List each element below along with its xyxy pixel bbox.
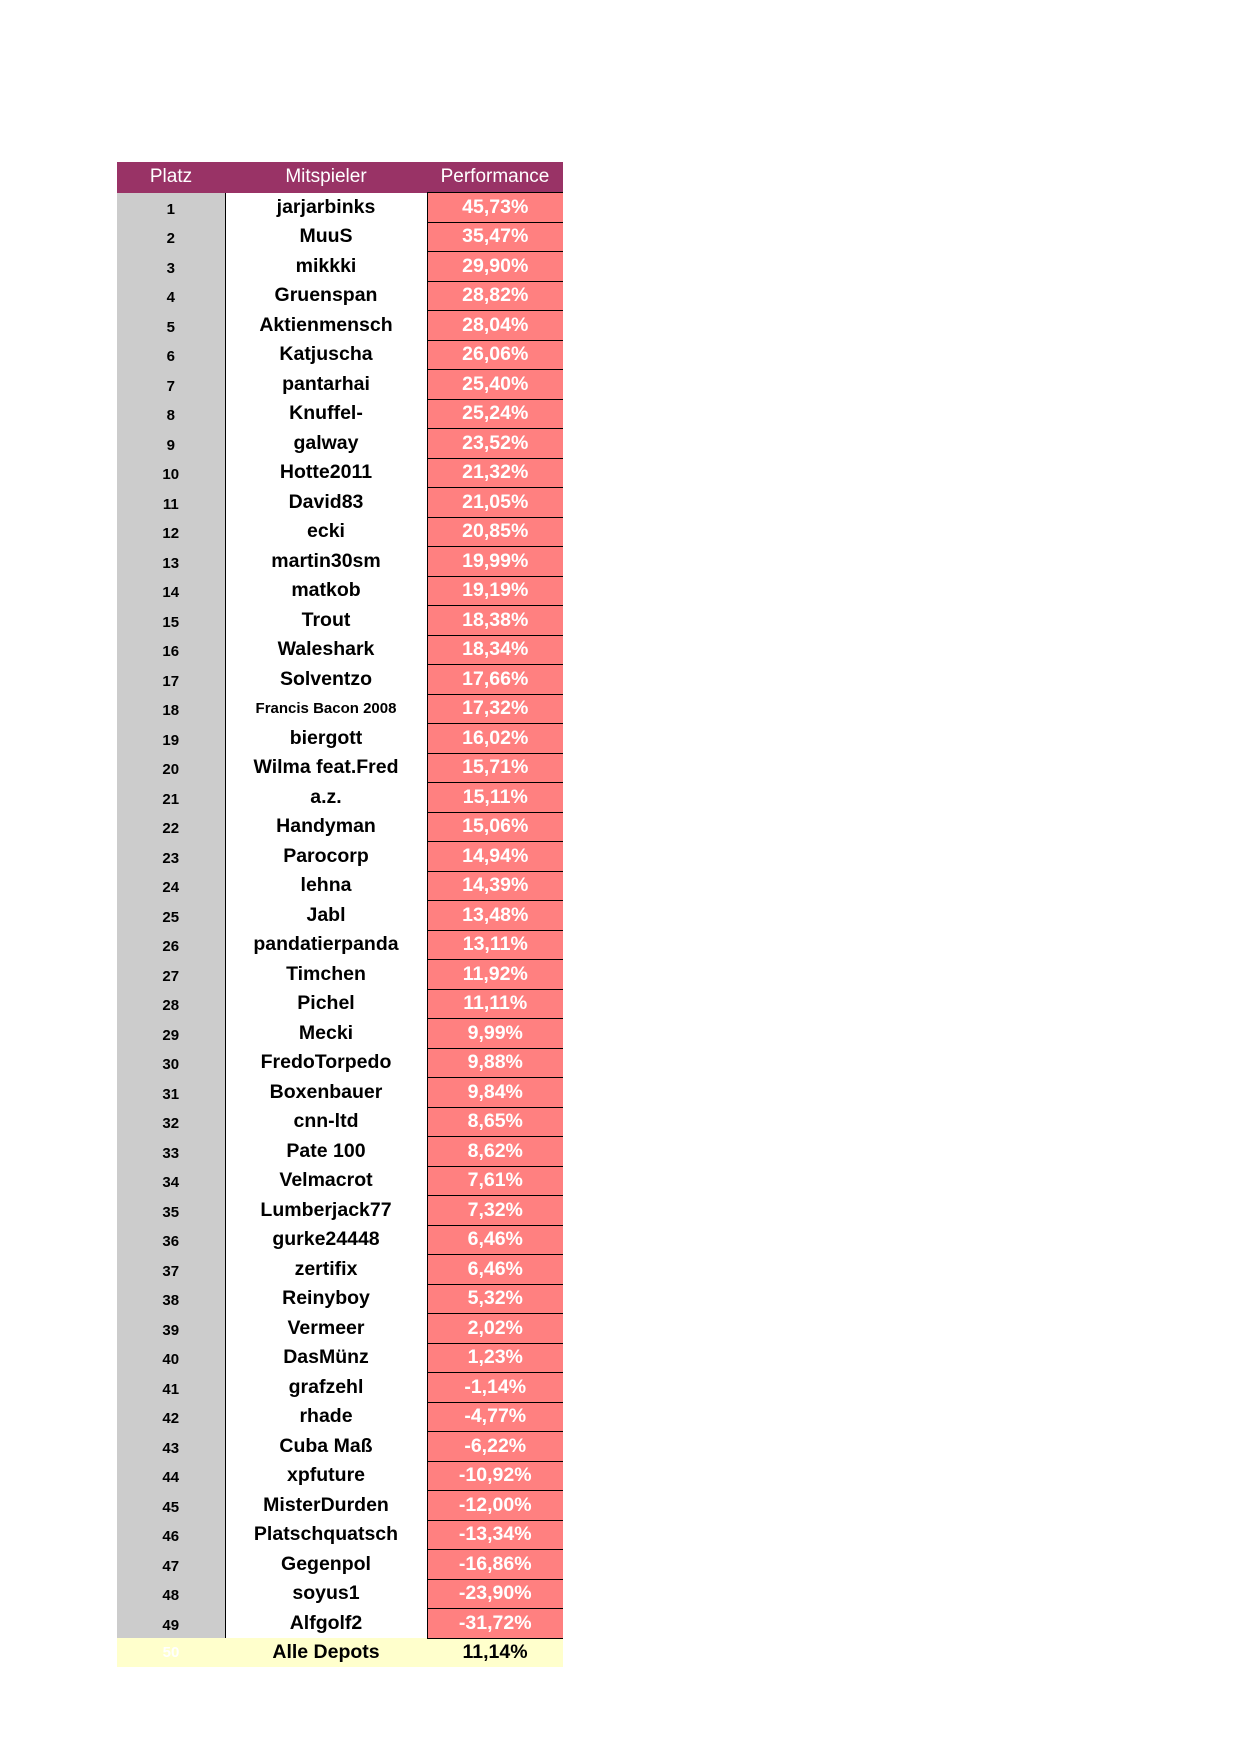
- table-row: [117, 1137, 563, 1167]
- table-row: [117, 960, 563, 990]
- player-cell: zertifix: [225, 1255, 427, 1285]
- rank-cell: 41: [117, 1373, 225, 1403]
- player-cell: jarjarbinks: [225, 193, 427, 223]
- rank-cell: 15: [117, 606, 225, 636]
- player-cell: Handyman: [225, 812, 427, 842]
- rank-cell: 13: [117, 547, 225, 577]
- performance-cell: 17,66%: [427, 665, 563, 695]
- performance-cell: 7,32%: [427, 1196, 563, 1226]
- rank-cell: 29: [117, 1019, 225, 1049]
- performance-cell: 2,02%: [427, 1314, 563, 1344]
- player-cell: rhade: [225, 1402, 427, 1432]
- rank-cell: 18: [117, 694, 225, 724]
- table-row: [117, 783, 563, 813]
- player-cell: Boxenbauer: [225, 1078, 427, 1108]
- rank-cell: 32: [117, 1107, 225, 1137]
- performance-cell: 8,65%: [427, 1107, 563, 1137]
- table-row: [117, 222, 563, 252]
- rank-cell: 33: [117, 1137, 225, 1167]
- table-row: [117, 1402, 563, 1432]
- rank-cell: 22: [117, 812, 225, 842]
- player-cell: Timchen: [225, 960, 427, 990]
- table-row: [117, 193, 563, 223]
- performance-cell: 23,52%: [427, 429, 563, 459]
- table-row: [117, 1107, 563, 1137]
- performance-cell: -16,86%: [427, 1550, 563, 1580]
- performance-cell: -12,00%: [427, 1491, 563, 1521]
- table-row: [117, 429, 563, 459]
- rank-cell: 27: [117, 960, 225, 990]
- table-row: [117, 989, 563, 1019]
- performance-cell: 6,46%: [427, 1225, 563, 1255]
- table-row: [117, 1461, 563, 1491]
- performance-cell: 11,11%: [427, 989, 563, 1019]
- header-player: Mitspieler: [225, 162, 427, 193]
- player-cell: Cuba Maß: [225, 1432, 427, 1462]
- player-cell: Velmacrot: [225, 1166, 427, 1196]
- player-cell: grafzehl: [225, 1373, 427, 1403]
- total-rank-cell: 50: [117, 1638, 225, 1667]
- player-cell: FredoTorpedo: [225, 1048, 427, 1078]
- rank-cell: 21: [117, 783, 225, 813]
- performance-cell: -23,90%: [427, 1579, 563, 1609]
- rank-cell: 31: [117, 1078, 225, 1108]
- performance-cell: -6,22%: [427, 1432, 563, 1462]
- table-row: [117, 665, 563, 695]
- performance-cell: 16,02%: [427, 724, 563, 754]
- performance-cell: 9,99%: [427, 1019, 563, 1049]
- rank-cell: 12: [117, 517, 225, 547]
- rank-cell: 23: [117, 842, 225, 872]
- player-cell: David83: [225, 488, 427, 518]
- player-cell: MisterDurden: [225, 1491, 427, 1521]
- performance-cell: 25,40%: [427, 370, 563, 400]
- table-row: [117, 281, 563, 311]
- performance-cell: -31,72%: [427, 1609, 563, 1639]
- player-cell: Katjuscha: [225, 340, 427, 370]
- performance-cell: 45,73%: [427, 193, 563, 223]
- performance-cell: -10,92%: [427, 1461, 563, 1491]
- table-row: [117, 724, 563, 754]
- rank-cell: 35: [117, 1196, 225, 1226]
- rank-cell: 44: [117, 1461, 225, 1491]
- performance-cell: -4,77%: [427, 1402, 563, 1432]
- player-cell: Francis Bacon 2008: [225, 694, 427, 724]
- player-cell: Alfgolf2: [225, 1609, 427, 1639]
- rank-cell: 28: [117, 989, 225, 1019]
- player-cell: martin30sm: [225, 547, 427, 577]
- performance-cell: 19,99%: [427, 547, 563, 577]
- performance-cell: 15,06%: [427, 812, 563, 842]
- table-row: [117, 576, 563, 606]
- rank-cell: 9: [117, 429, 225, 459]
- player-cell: Hotte2011: [225, 458, 427, 488]
- table-row: [117, 1491, 563, 1521]
- player-cell: Wilma feat.Fred: [225, 753, 427, 783]
- performance-cell: 14,94%: [427, 842, 563, 872]
- table-row: [117, 930, 563, 960]
- player-cell: Pate 100: [225, 1137, 427, 1167]
- table-row: [117, 753, 563, 783]
- player-cell: Parocorp: [225, 842, 427, 872]
- player-cell: a.z.: [225, 783, 427, 813]
- performance-cell: -1,14%: [427, 1373, 563, 1403]
- player-cell: cnn-ltd: [225, 1107, 427, 1137]
- rank-cell: 7: [117, 370, 225, 400]
- rank-cell: 30: [117, 1048, 225, 1078]
- player-cell: Gegenpol: [225, 1550, 427, 1580]
- table-row: [117, 1550, 563, 1580]
- rank-cell: 45: [117, 1491, 225, 1521]
- player-cell: lehna: [225, 871, 427, 901]
- rank-cell: 25: [117, 901, 225, 931]
- table-row: [117, 606, 563, 636]
- performance-cell: 26,06%: [427, 340, 563, 370]
- player-cell: Knuffel-: [225, 399, 427, 429]
- rank-cell: 42: [117, 1402, 225, 1432]
- rank-cell: 36: [117, 1225, 225, 1255]
- rank-cell: 47: [117, 1550, 225, 1580]
- rank-cell: 34: [117, 1166, 225, 1196]
- rank-cell: 43: [117, 1432, 225, 1462]
- performance-cell: 28,82%: [427, 281, 563, 311]
- player-cell: Waleshark: [225, 635, 427, 665]
- rank-cell: 49: [117, 1609, 225, 1639]
- player-cell: mikkki: [225, 252, 427, 282]
- rank-cell: 46: [117, 1520, 225, 1550]
- table-row: [117, 1255, 563, 1285]
- player-cell: biergott: [225, 724, 427, 754]
- table-row: [117, 1373, 563, 1403]
- player-cell: Gruenspan: [225, 281, 427, 311]
- table-row: [117, 635, 563, 665]
- player-cell: Jabl: [225, 901, 427, 931]
- performance-cell: 6,46%: [427, 1255, 563, 1285]
- rank-cell: 37: [117, 1255, 225, 1285]
- performance-cell: 13,48%: [427, 901, 563, 931]
- table-row: [117, 517, 563, 547]
- rank-cell: 19: [117, 724, 225, 754]
- table-row: [117, 1343, 563, 1373]
- rank-cell: 6: [117, 340, 225, 370]
- table-row: [117, 370, 563, 400]
- player-cell: Lumberjack77: [225, 1196, 427, 1226]
- performance-cell: 17,32%: [427, 694, 563, 724]
- table-row: [117, 694, 563, 724]
- performance-cell: 21,32%: [427, 458, 563, 488]
- rank-cell: 16: [117, 635, 225, 665]
- player-cell: xpfuture: [225, 1461, 427, 1491]
- table-row: [117, 488, 563, 518]
- rank-cell: 3: [117, 252, 225, 282]
- table-row: [117, 1284, 563, 1314]
- performance-cell: 5,32%: [427, 1284, 563, 1314]
- table-row: [117, 340, 563, 370]
- table-row: [117, 871, 563, 901]
- player-cell: Mecki: [225, 1019, 427, 1049]
- table-row: [117, 1609, 563, 1639]
- table-header: [117, 162, 563, 193]
- rank-cell: 20: [117, 753, 225, 783]
- rank-cell: 48: [117, 1579, 225, 1609]
- table-row: [117, 458, 563, 488]
- player-cell: MuuS: [225, 222, 427, 252]
- table-row: [117, 1019, 563, 1049]
- player-cell: Reinyboy: [225, 1284, 427, 1314]
- performance-cell: 29,90%: [427, 252, 563, 282]
- table-body: [117, 193, 563, 1667]
- performance-cell: 15,71%: [427, 753, 563, 783]
- rank-cell: 2: [117, 222, 225, 252]
- table-row: [117, 1579, 563, 1609]
- table-row: [117, 1432, 563, 1462]
- table-row: [117, 547, 563, 577]
- table-row: [117, 1078, 563, 1108]
- table-row: [117, 399, 563, 429]
- player-cell: galway: [225, 429, 427, 459]
- table-row: [117, 842, 563, 872]
- rank-cell: 8: [117, 399, 225, 429]
- performance-cell: 21,05%: [427, 488, 563, 518]
- table-row: [117, 311, 563, 341]
- performance-cell: -13,34%: [427, 1520, 563, 1550]
- total-label-cell: Alle Depots: [225, 1638, 427, 1667]
- rank-cell: 40: [117, 1343, 225, 1373]
- performance-cell: 19,19%: [427, 576, 563, 606]
- player-cell: gurke24448: [225, 1225, 427, 1255]
- rank-cell: 4: [117, 281, 225, 311]
- performance-cell: 25,24%: [427, 399, 563, 429]
- total-row: [117, 1638, 563, 1667]
- rank-cell: 10: [117, 458, 225, 488]
- rank-cell: 14: [117, 576, 225, 606]
- player-cell: ecki: [225, 517, 427, 547]
- player-cell: Solventzo: [225, 665, 427, 695]
- header-rank: Platz: [117, 162, 225, 193]
- player-cell: Pichel: [225, 989, 427, 1019]
- table-row: [117, 901, 563, 931]
- performance-cell: 18,34%: [427, 635, 563, 665]
- performance-cell: 13,11%: [427, 930, 563, 960]
- player-cell: pantarhai: [225, 370, 427, 400]
- table-row: [117, 1166, 563, 1196]
- table-row: [117, 1314, 563, 1344]
- table-row: [117, 812, 563, 842]
- performance-cell: 8,62%: [427, 1137, 563, 1167]
- performance-cell: 9,88%: [427, 1048, 563, 1078]
- player-cell: DasMünz: [225, 1343, 427, 1373]
- player-cell: matkob: [225, 576, 427, 606]
- header-row: [117, 162, 563, 193]
- player-cell: Vermeer: [225, 1314, 427, 1344]
- rank-cell: 1: [117, 193, 225, 223]
- ranking-table: [117, 162, 563, 1667]
- performance-cell: 14,39%: [427, 871, 563, 901]
- rank-cell: 17: [117, 665, 225, 695]
- performance-cell: 11,92%: [427, 960, 563, 990]
- player-cell: soyus1: [225, 1579, 427, 1609]
- total-performance-cell: 11,14%: [427, 1638, 563, 1667]
- rank-cell: 11: [117, 488, 225, 518]
- performance-cell: 15,11%: [427, 783, 563, 813]
- performance-cell: 1,23%: [427, 1343, 563, 1373]
- player-cell: Aktienmensch: [225, 311, 427, 341]
- table-row: [117, 1225, 563, 1255]
- rank-cell: 24: [117, 871, 225, 901]
- table-row: [117, 252, 563, 282]
- rank-cell: 38: [117, 1284, 225, 1314]
- performance-cell: 35,47%: [427, 222, 563, 252]
- performance-cell: 18,38%: [427, 606, 563, 636]
- table-row: [117, 1196, 563, 1226]
- rank-cell: 26: [117, 930, 225, 960]
- performance-cell: 7,61%: [427, 1166, 563, 1196]
- performance-cell: 28,04%: [427, 311, 563, 341]
- rank-cell: 39: [117, 1314, 225, 1344]
- player-cell: pandatierpanda: [225, 930, 427, 960]
- player-cell: Platschquatsch: [225, 1520, 427, 1550]
- table-row: [117, 1520, 563, 1550]
- performance-cell: 20,85%: [427, 517, 563, 547]
- rank-cell: 5: [117, 311, 225, 341]
- player-cell: Trout: [225, 606, 427, 636]
- performance-cell: 9,84%: [427, 1078, 563, 1108]
- table-row: [117, 1048, 563, 1078]
- header-performance: Performance: [427, 162, 563, 193]
